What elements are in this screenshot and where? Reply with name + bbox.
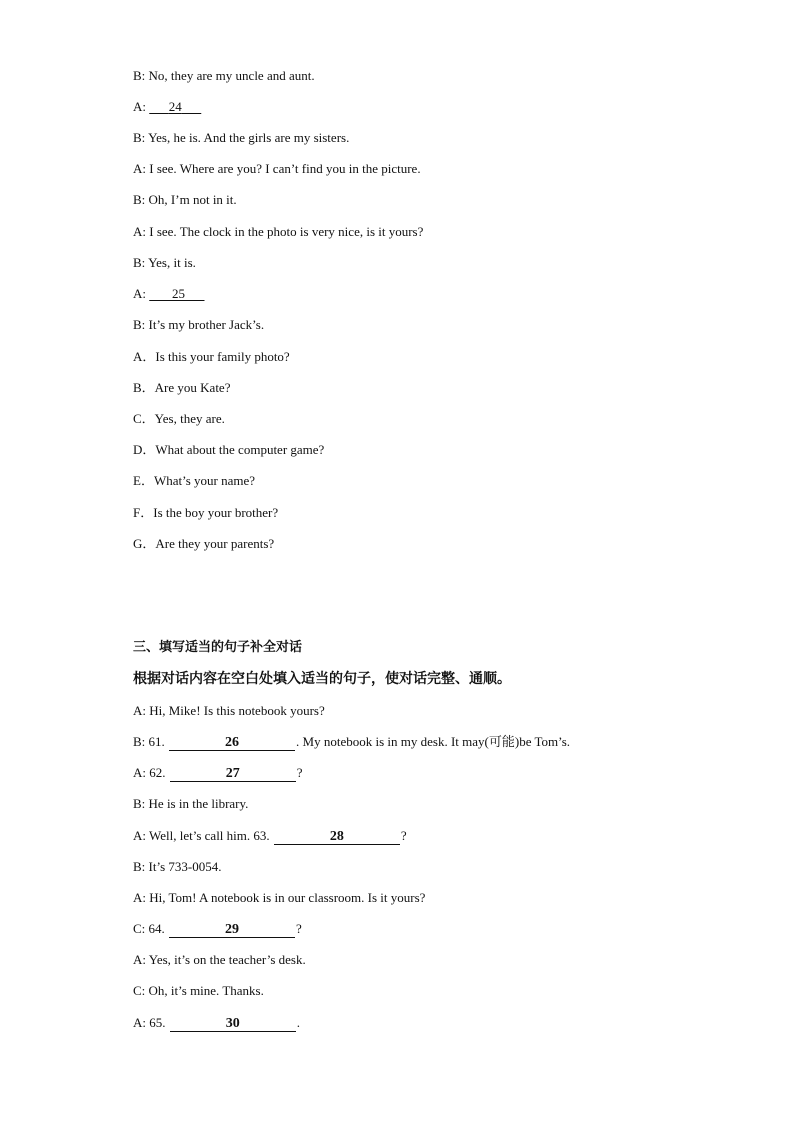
dialogue-line: A: Yes, it’s on the teacher’s desk. — [133, 952, 306, 967]
dialogue-line: B: It’s 733-0054. — [133, 859, 222, 874]
section-title: 三、填写适当的句子补全对话 — [133, 640, 303, 655]
dialogue-text: ? — [296, 765, 303, 780]
option-letter: A． — [133, 349, 156, 364]
answer-blank-27[interactable]: 27 — [170, 766, 296, 782]
section-instruction: 根据对话内容在空白处填入适当的句子，使对话完整、通顺。 — [133, 671, 511, 687]
speaker-label: B: — [133, 255, 146, 270]
blank-number: 25 — [172, 286, 185, 301]
dialogue-text: It’s my brother Jack’s. — [148, 317, 265, 332]
answer-blank-30[interactable]: 30 — [170, 1016, 296, 1032]
option-text: Yes, they are. — [154, 411, 225, 426]
dialogue-line — [133, 99, 201, 115]
dialogue-line — [133, 921, 302, 938]
dialogue-text: Yes, he is. And the girls are my sisters. — [148, 130, 350, 145]
option-item — [133, 380, 230, 396]
dialogue-line — [133, 734, 570, 751]
option-text: Are they your parents? — [155, 536, 275, 551]
question-number: C: 64. — [133, 921, 165, 936]
speaker-label: A: — [133, 224, 146, 239]
dialogue-line — [133, 255, 196, 271]
dialogue-text: No, they are my uncle and aunt. — [148, 68, 315, 83]
dialogue-line — [133, 192, 237, 208]
option-item — [133, 536, 274, 552]
speaker-label: B: — [133, 192, 146, 207]
dialogue-text: ? — [296, 921, 302, 936]
speaker-label: A: — [133, 99, 146, 114]
option-item — [133, 411, 225, 427]
dialogue-line — [133, 130, 349, 146]
speaker-label: A: — [133, 286, 146, 301]
dialogue-line — [133, 765, 303, 782]
dialogue-line: C: Oh, it’s mine. Thanks. — [133, 983, 264, 998]
dialogue-text: . My notebook is in my desk. It may(可能)be Tom’s. — [296, 734, 571, 749]
dialogue-text: ? — [400, 828, 407, 843]
option-text: Is the boy your brother? — [153, 505, 279, 520]
option-item — [133, 505, 278, 521]
speaker-label: B: — [133, 317, 146, 332]
dialogue-line — [133, 224, 423, 240]
dialogue-line — [133, 161, 421, 177]
question-number: A: Well, let’s call him. 63. — [133, 828, 270, 843]
question-number: B: 61. — [133, 734, 165, 749]
option-letter: D． — [133, 442, 156, 457]
option-text: Is this your family photo? — [155, 349, 290, 364]
dialogue-line — [133, 1015, 300, 1032]
option-letter: E． — [133, 473, 154, 488]
option-letter: F． — [133, 505, 154, 520]
dialogue-line — [133, 286, 205, 302]
dialogue-text: I see. The clock in the photo is very nice, is it yours? — [149, 224, 424, 239]
option-text: What’s your name? — [153, 473, 256, 488]
answer-blank-28[interactable]: 28 — [274, 829, 400, 845]
option-item — [133, 473, 255, 489]
option-letter: G． — [133, 536, 156, 551]
option-item — [133, 349, 290, 365]
dialogue-line — [133, 828, 407, 845]
speaker-label: B: — [133, 130, 146, 145]
dialogue-line: A: Hi, Tom! A notebook is in our classroom. Is it yours? — [133, 890, 426, 905]
question-number: A: 62. — [133, 765, 166, 780]
dialogue-line: A: Hi, Mike! Is this notebook yours? — [133, 703, 325, 718]
speaker-label: B: — [133, 68, 146, 83]
dialogue-text: Yes, it is. — [148, 255, 196, 270]
dialogue-line — [133, 68, 315, 84]
answer-blank-29[interactable]: 29 — [169, 922, 295, 938]
dialogue-text: Oh, I’m not in it. — [148, 192, 237, 207]
answer-blank-26[interactable]: 26 — [169, 735, 295, 751]
answer-blank[interactable] — [149, 286, 204, 302]
option-text: Are you Kate? — [154, 380, 231, 395]
blank-number: 24 — [168, 99, 182, 114]
option-item — [133, 442, 324, 458]
dialogue-line: B: He is in the library. — [133, 796, 249, 811]
answer-blank[interactable] — [149, 99, 201, 115]
question-number: A: 65. — [133, 1015, 166, 1030]
speaker-label: A: — [133, 161, 146, 176]
option-text: What about the computer game? — [155, 442, 325, 457]
option-letter: C． — [133, 411, 155, 426]
dialogue-text: I see. Where are you? I can’t find you in the picture. — [149, 161, 421, 176]
option-letter: B． — [133, 380, 155, 395]
dialogue-line — [133, 317, 264, 333]
dialogue-text: . — [296, 1015, 300, 1030]
